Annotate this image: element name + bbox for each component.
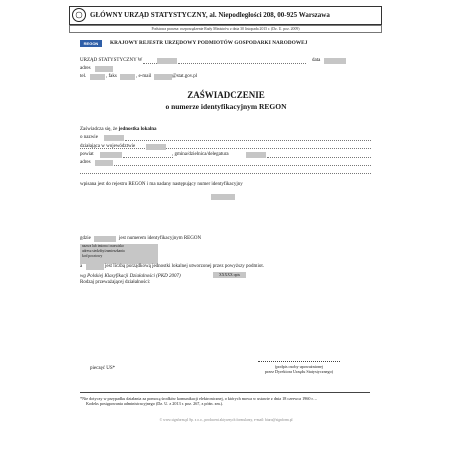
commune-dots <box>267 157 371 158</box>
body-address-label: adres <box>80 160 91 165</box>
regon-logo-icon: REGON <box>80 40 102 47</box>
signature-caption-2: przez Dyrektora Urzędu Statystycznego) <box>264 369 334 374</box>
pkd-label: wg Polskiej Klasyfikacji Działalności (PKD 2007) <box>80 274 181 279</box>
local-unit-text: jest liczbą porządkową jednostki lokalnej utworzonej przez powyższy podmiot. <box>105 264 264 269</box>
stamp-label: pieczęć US* <box>90 366 116 371</box>
office-label: URZĄD STATYSTYCZNY W <box>80 58 143 63</box>
document-subtitle: o numerze identyfikacyjnym REGON <box>165 102 287 111</box>
header-box <box>69 6 382 25</box>
address-dots <box>114 165 371 166</box>
footnote-line-1: *Nie dotyczy w przypadku działania za pomocą środków komunikacji elektronicznej, o których mowa w ustawie z dnia 18 czerwca 1960 r. – <box>80 396 317 401</box>
parent-regon-field <box>94 236 116 242</box>
voivodeship-field <box>146 144 166 150</box>
email-field <box>154 74 172 80</box>
district-label: powiat <box>80 152 94 157</box>
footnote-line-2: Kodeks postępowania administracyjnego (Dz. U. z 2013 r. poz. 267, z późn. zm.). <box>86 401 224 406</box>
commune-label: , gmina/dzielnica/delegatura <box>172 152 229 157</box>
commune-field <box>246 152 266 158</box>
parent-entity-block <box>80 244 158 264</box>
office-city-field <box>157 58 177 64</box>
gus-logo-icon <box>72 8 86 22</box>
a-prefix: a <box>80 264 83 269</box>
registry-name: KRAJOWY REJESTR URZĘDOWY PODMIOTÓW GOSPODARKI NARODOWEJ <box>110 40 308 46</box>
signature-line <box>258 361 340 362</box>
tel-field <box>90 74 105 80</box>
footnote-divider <box>80 392 370 393</box>
intro-prefix: Zaświadcza się, że <box>80 127 118 132</box>
intro-bold: jednostka lokalna <box>118 127 157 132</box>
document-title: ZAŚWIADCZENIE <box>187 90 265 100</box>
local-unit-number-field <box>86 264 104 270</box>
parent-entity-line: nazwa lub imiona i nazwisko <box>82 244 124 248</box>
header-title: GŁÓWNY URZĄD STATYSTYCZNY, al. Niepodległości 208, 00-925 Warszawa <box>90 11 330 19</box>
regon-number-field <box>211 194 235 200</box>
name-dots <box>125 140 371 141</box>
district-dots <box>123 157 173 158</box>
parent-entity-line: adresu siedziby/zamieszkania <box>82 249 125 253</box>
email-domain: @stat.gov.pl <box>172 74 198 79</box>
parent-entity-line: kod pocztowy <box>82 254 103 258</box>
fax-label: , faks <box>106 74 117 79</box>
date-label: data <box>312 58 321 63</box>
pkd-code: XXXXX opis <box>213 272 246 278</box>
registry-statement: wpisana jest do rejestru REGON i ma nadany następujący numer identyfikacyjny <box>80 182 243 187</box>
legal-basis: Podstawa prawna: rozporządzenie Rady Ministrów z dnia 30 listopada 2015 r. (Dz. U. poz. 2009) <box>69 25 382 33</box>
signature-caption-1: (podpis osoby upoważnionej <box>274 364 324 369</box>
email-label: , e-mail <box>136 74 152 79</box>
tel-label: tel. <box>80 74 87 79</box>
name-label: o nazwie <box>80 135 98 140</box>
date-field <box>324 58 346 64</box>
intro-text <box>80 127 157 133</box>
gdzie-label: gdzie <box>80 236 91 241</box>
address-label: adres <box>80 66 91 71</box>
activity-label: Rodzaj przeważającej działalności: <box>80 280 151 285</box>
voivodeship-label: działająca w województwie <box>80 144 136 149</box>
footer-text: © www.signform.pl Sp. z o.o., producent aktywnych formularzy, e-mail: biuro@signform.pl <box>159 418 293 422</box>
parent-regon-text: jest numerem identyfikacyjnym REGON <box>119 236 202 241</box>
address-dots-2 <box>80 173 371 174</box>
office-line-dots <box>178 63 306 64</box>
address-field <box>95 66 113 72</box>
district-field <box>100 152 122 158</box>
name-field <box>104 135 124 141</box>
fax-field <box>120 74 135 80</box>
body-address-field <box>95 160 113 166</box>
